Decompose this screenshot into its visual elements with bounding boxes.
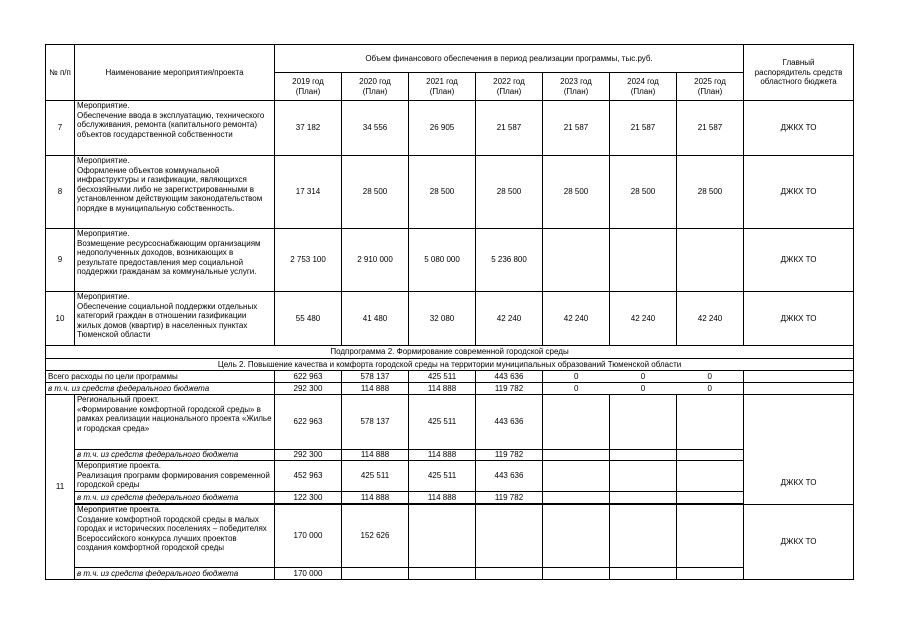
totals-fed-label: в т.ч. из средств федерального бюджета [46,383,275,395]
subprogram-row [46,346,854,359]
project-name: Мероприятие проекта. Реализация программ формирования современной городской среды [75,461,275,492]
row-value [342,568,409,580]
regional-name: Региональный проект. «Формирование комфортной городской среды» в рамках реализации национального проекта «Жилье и городская среда» [75,395,275,450]
header-funding: Объем финансового обеспечения в период реализации программы, тыс.руб. [275,45,744,73]
totals-fed-value: 114 888 [342,383,409,395]
row-value: 42 240 [610,292,677,346]
goal-title: Цель 2. Повышение качества и комфорта городской среды на территории муниципальных образований Тюменской области [46,359,854,371]
header-year: 2019 год (План) [275,73,342,101]
row-value [409,568,476,580]
header-name: Наименование мероприятия/проекта [75,45,275,101]
row-num: 10 [46,292,75,346]
row-value: 152 626 [342,505,409,568]
row-value [677,505,744,568]
row-value [543,568,610,580]
row-value: 28 500 [342,156,409,229]
row-value: 170 000 [275,568,342,580]
row-value [610,450,677,461]
row-value [610,395,677,450]
table-row [46,229,854,292]
totals-fed-value: 0 [610,383,677,395]
totals-fed-value: 0 [677,383,744,395]
row-manager: ДЖКХ ТО [744,101,854,156]
totals-row [46,371,854,383]
row-value: 55 480 [275,292,342,346]
subprogram-title: Подпрограмма 2. Формирование современной городской среды [46,346,854,359]
header-manager: Главный распорядитель средств областного бюджета [744,45,854,101]
row-value: 28 500 [677,156,744,229]
row-value: 114 888 [342,450,409,461]
row-value: 32 080 [409,292,476,346]
row-value [677,492,744,504]
totals-value: 578 137 [342,371,409,383]
regional-fed-label: в т.ч. из средств федерального бюджета [75,450,275,461]
table-row [46,568,854,580]
row-value: 170 000 [275,505,342,568]
table-row [46,450,854,461]
row-value: 42 240 [543,292,610,346]
row-manager: ДЖКХ ТО [744,156,854,229]
row-value [677,461,744,492]
row-value: 114 888 [409,492,476,504]
row-value: 622 963 [275,395,342,450]
totals-fed-value: 119 782 [476,383,543,395]
row-value: 28 500 [476,156,543,229]
row-value [476,505,543,568]
row-value [610,505,677,568]
row-value: 42 240 [677,292,744,346]
row-value: 122 300 [275,492,342,504]
table-row [46,156,854,229]
row-value: 2 910 000 [342,229,409,292]
row-value: 114 888 [342,492,409,504]
totals-value: 0 [677,371,744,383]
row-value: 2 753 100 [275,229,342,292]
row-value [677,568,744,580]
row-value: 452 963 [275,461,342,492]
row-value: 26 905 [409,101,476,156]
totals-fed-value: 292 300 [275,383,342,395]
row-value: 425 511 [409,395,476,450]
row-manager: ДЖКХ ТО [744,292,854,346]
row-value [409,505,476,568]
row-value: 5 236 800 [476,229,543,292]
row-value: 443 636 [476,461,543,492]
row-value [677,395,744,450]
row-value: 17 314 [275,156,342,229]
table-row [46,492,854,504]
totals-fed-value: 114 888 [409,383,476,395]
header-row-1 [46,45,854,73]
row-value: 28 500 [610,156,677,229]
row-value [610,461,677,492]
row-value [476,568,543,580]
row-value: 578 137 [342,395,409,450]
row-value: 37 182 [275,101,342,156]
row-num: 9 [46,229,75,292]
header-year: 2020 год (План) [342,73,409,101]
row-value: 34 556 [342,101,409,156]
row-value: 21 587 [543,101,610,156]
row-value: 425 511 [342,461,409,492]
table-row [46,505,854,568]
row-name: Мероприятие. Обеспечение ввода в эксплуатацию, технического обслуживания, ремонта (капитального ремонта) объектов государственной собственности [75,101,275,156]
row-value: 42 240 [476,292,543,346]
row-value: 119 782 [476,492,543,504]
totals-fed-manager [744,383,854,395]
row-value [543,505,610,568]
row-name: Мероприятие. Возмещение ресурсоснабжающим организациям недополученных доходов, возникающих в результате предоставления мер социальной поддержки гражданам за коммунальные услуги. [75,229,275,292]
header-year: 2023 год (План) [543,73,610,101]
row-value: 28 500 [543,156,610,229]
row-value [610,492,677,504]
row-num: 8 [46,156,75,229]
table-row [46,292,854,346]
header-year: 2022 год (План) [476,73,543,101]
row-manager [744,450,854,461]
totals-fed-row [46,383,854,395]
row-value [543,450,610,461]
row-value [610,568,677,580]
header-num: № п/п [46,45,75,101]
row-value [543,461,610,492]
header-year: 2024 год (План) [610,73,677,101]
header-year: 2021 год (План) [409,73,476,101]
program-table [45,44,854,580]
row-value: 114 888 [409,450,476,461]
totals-manager [744,371,854,383]
row-name: Мероприятие. Обеспечение социальной поддержки отдельных категорий граждан в отношении газификации жилых домов (квартир) в населенных пунктах Тюменской области [75,292,275,346]
totals-value: 0 [543,371,610,383]
row-manager: ДЖКХ ТО [744,229,854,292]
header-year: 2025 год (План) [677,73,744,101]
row-num: 11 [46,395,75,580]
row-manager: ДЖКХ ТО [744,505,854,580]
row-value: 21 587 [610,101,677,156]
totals-value: 622 963 [275,371,342,383]
row-value [543,229,610,292]
row-value: 425 511 [409,461,476,492]
row-value: 292 300 [275,450,342,461]
totals-value: 443 636 [476,371,543,383]
project-fed-label: в т.ч. из средств федерального бюджета [75,568,275,580]
row-value: 443 636 [476,395,543,450]
row-manager [744,395,854,450]
totals-fed-value: 0 [543,383,610,395]
project-fed-label: в т.ч. из средств федерального бюджета [75,492,275,504]
row-value: 5 080 000 [409,229,476,292]
row-value: 119 782 [476,450,543,461]
row-num: 7 [46,101,75,156]
totals-value: 425 511 [409,371,476,383]
row-value [677,229,744,292]
table-row [46,395,854,450]
row-value: 21 587 [476,101,543,156]
row-value [543,395,610,450]
row-value: 41 480 [342,292,409,346]
row-manager: ДЖКХ ТО [744,461,854,505]
row-value [677,450,744,461]
goal-row [46,359,854,371]
row-value [610,229,677,292]
row-name: Мероприятие. Оформление объектов коммунальной инфраструктуры и газификации, являющихся бесхозяйными либо не зарегистрированными в установленном действующим законодательством порядке в муниципальную собственность. [75,156,275,229]
row-value: 21 587 [677,101,744,156]
row-value: 28 500 [409,156,476,229]
row-value [543,492,610,504]
table-row [46,461,854,492]
table-row [46,101,854,156]
totals-label: Всего расходы по цели программы [46,371,275,383]
project-name: Мероприятие проекта. Создание комфортной городской среды в малых городах и исторических поселениях – победителях Всероссийского конкурса лучших проектов создания комфортной городской среды [75,505,275,568]
totals-value: 0 [610,371,677,383]
